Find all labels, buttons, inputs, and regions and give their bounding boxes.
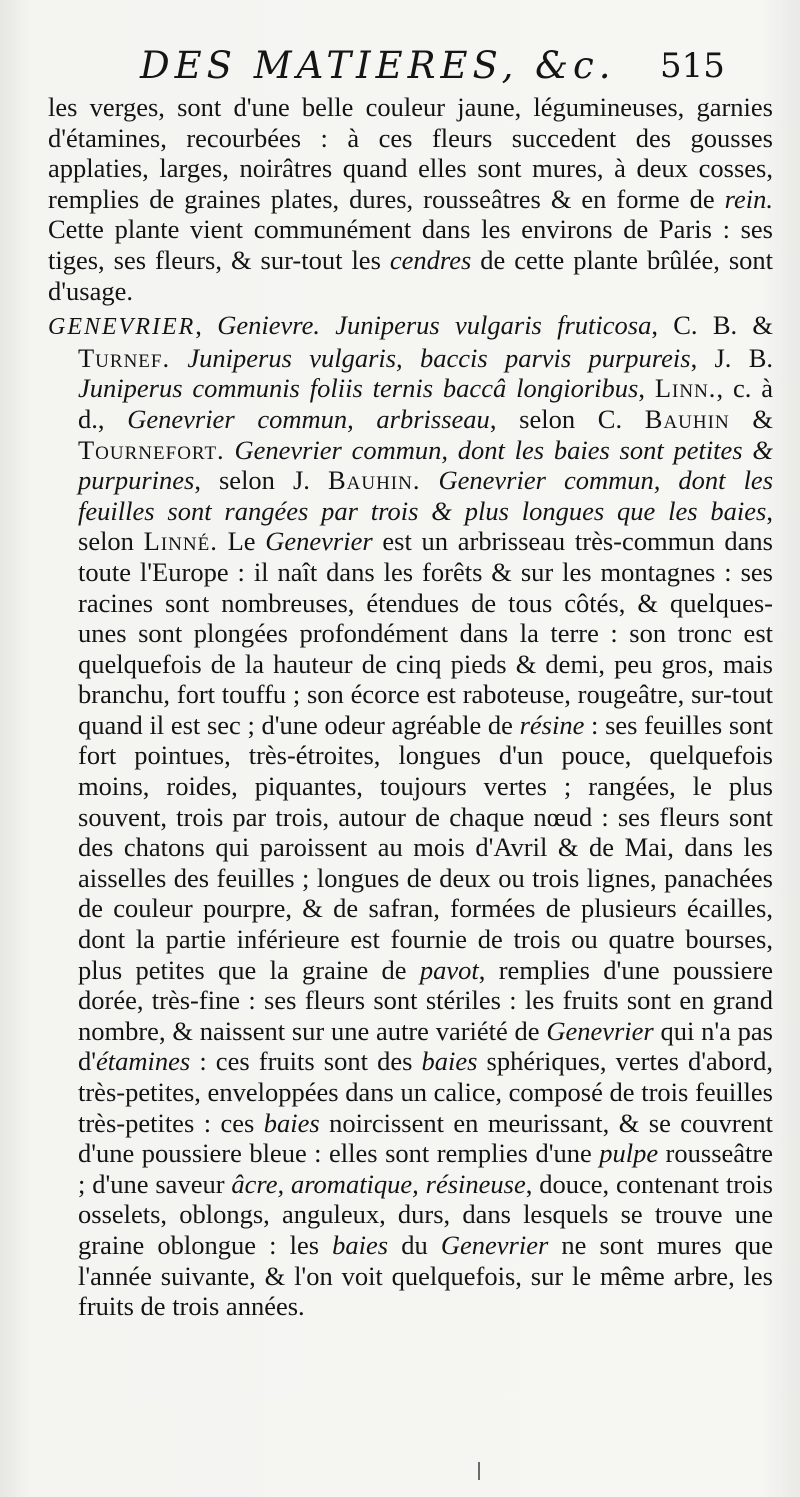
italic-term: pavot [419,954,479,985]
italic-term: baies [421,1046,478,1077]
text-run: , selon [78,495,773,557]
latin-name: Juniperus communis foliis ternis baccâ longioribus [78,373,639,404]
latin-name: Genievre. Juniperus vulgaris fruticosa [217,310,652,341]
text-run: & [729,403,773,434]
text-run: , J. B. [690,342,773,373]
italic-term: Genevrier [265,526,373,557]
author-name: Linn. [654,373,717,404]
entry-genevrier [48,310,773,1322]
page-header [0,44,800,92]
text-run: qui n'a pas d' [78,1015,773,1077]
text-run: : ses feuilles sont fort pointues, très-étroites, longues d'un pouce, quelquefois moins, roides, piquantes, toujours vertes ; rangées, le plus souvent, trois par trois, autour de chaque nœud : ses fleurs sont des chatons qui paroissent au mois d'Avril & de Mai, dans les aisselles des feuilles ; longues de deux ou trois lignes, panachées de couleur pourpre, & de safran, formées de plusieurs écailles, dont la partie inférieure est fournie de trois ou quatre bourses, plus petites que la graine de [78,709,773,985]
author-name: Linné. [143,526,218,557]
text-run: , remplies d'une poussiere dorée, très-fine : ses fleurs sont stériles : les fruits sont en grand nombre, & naissent sur une autre variété de [78,954,773,1046]
text-run: noircissent en meurissant, & se couvrent d'une poussiere bleue : elles sont remplies d'une [78,1107,773,1169]
text-run: , selon J. [194,465,328,496]
italic-term: baies [263,1107,320,1138]
author-name: Tournefort. [78,434,225,465]
italic-term: baies [332,1229,389,1260]
text-run: , selon C. [489,403,645,434]
italic-term: cendres [389,244,472,275]
page-number: 515 [660,46,725,86]
text-run: est un arbrisseau très-commun dans toute l'Europe : il naît dans les forêts & sur les montagnes : ses racines sont nombreuses, étendues de tous côtés, & quelques-unes sont plongées profondément dans la terre : son tronc est quelquefois de la hauteur de cinq pieds & demi, peu gros, mais branchu, fort touffu ; son écorce est raboteuse, rougeâtre, sur-tout quand il est sec ; d'une odeur agréable de [78,526,773,740]
text-run: ne sont mures que l'année suivante, & l'on voit quelquefois, sur le même arbre, les fruits de trois années. [78,1229,774,1322]
italic-term: Genevrier commun, dont les baies sont petites & purpurines [78,434,773,496]
body-text [48,92,773,1322]
italic-term: Genevrier [546,1015,654,1046]
text-run: : ces fruits sont des [190,1046,422,1077]
italic-term: étamines [96,1046,191,1077]
text-run: , c. à d., [78,373,774,434]
author-name: Bauhin. [327,465,421,496]
italic-term: âcre, aromatique, résineuse [231,1168,526,1199]
text-run: du [388,1229,441,1260]
italic-term: rein. [724,183,773,214]
author-name: Turnef. [78,342,171,373]
text-run: sphériques, vertes d'abord, très-petites, enveloppées dans un calice, composé de trois feuilles très-petites : ces [78,1046,773,1138]
text-run: les verges, sont d'une belle couleur jaune, légumineuses, garnies d'étamines, recourbées : à ces fleurs succedent des gousses applaties, larges, noirâtres quand elles sont mures, à deux cosses, remplies de graines plates, dures, rousseâtres & en forme de [48,92,773,214]
text-run: Le [217,526,266,557]
text-run: de cette plante brûlée, sont d'usage. [48,244,773,306]
entry-headword: GENEVRIER [48,314,196,341]
text-run: , douce, contenant trois osselets, oblongs, anguleux, durs, dans lesquels se trouve une graine oblongue : les [78,1168,773,1260]
text-run: , [638,373,655,404]
italic-term: Genevrier commun, arbrisseau [127,403,490,434]
italic-term: Genevrier [440,1229,549,1260]
text-run: rousseâtre ; d'une saveur [78,1138,773,1199]
gutter-mark [478,1462,480,1480]
latin-name: Juniperus vulgaris, baccis parvis purpureis [170,342,691,373]
text-run: Cette plante vient communément dans les environs de Paris : ses tiges, ses fleurs, & sur-tout les [48,214,773,275]
running-head: DES MATIERES, &c. [140,44,616,87]
text-run: , [195,310,218,341]
author-name: Bauhin [644,403,730,434]
text-run: , C. B. & [651,310,774,341]
paragraph-continuation [48,92,773,306]
italic-term: résine [519,709,585,740]
italic-term: pulpe [599,1138,659,1169]
italic-term: Genevrier commun, dont les feuilles sont rangées par trois & plus longues que les baies [78,465,774,526]
